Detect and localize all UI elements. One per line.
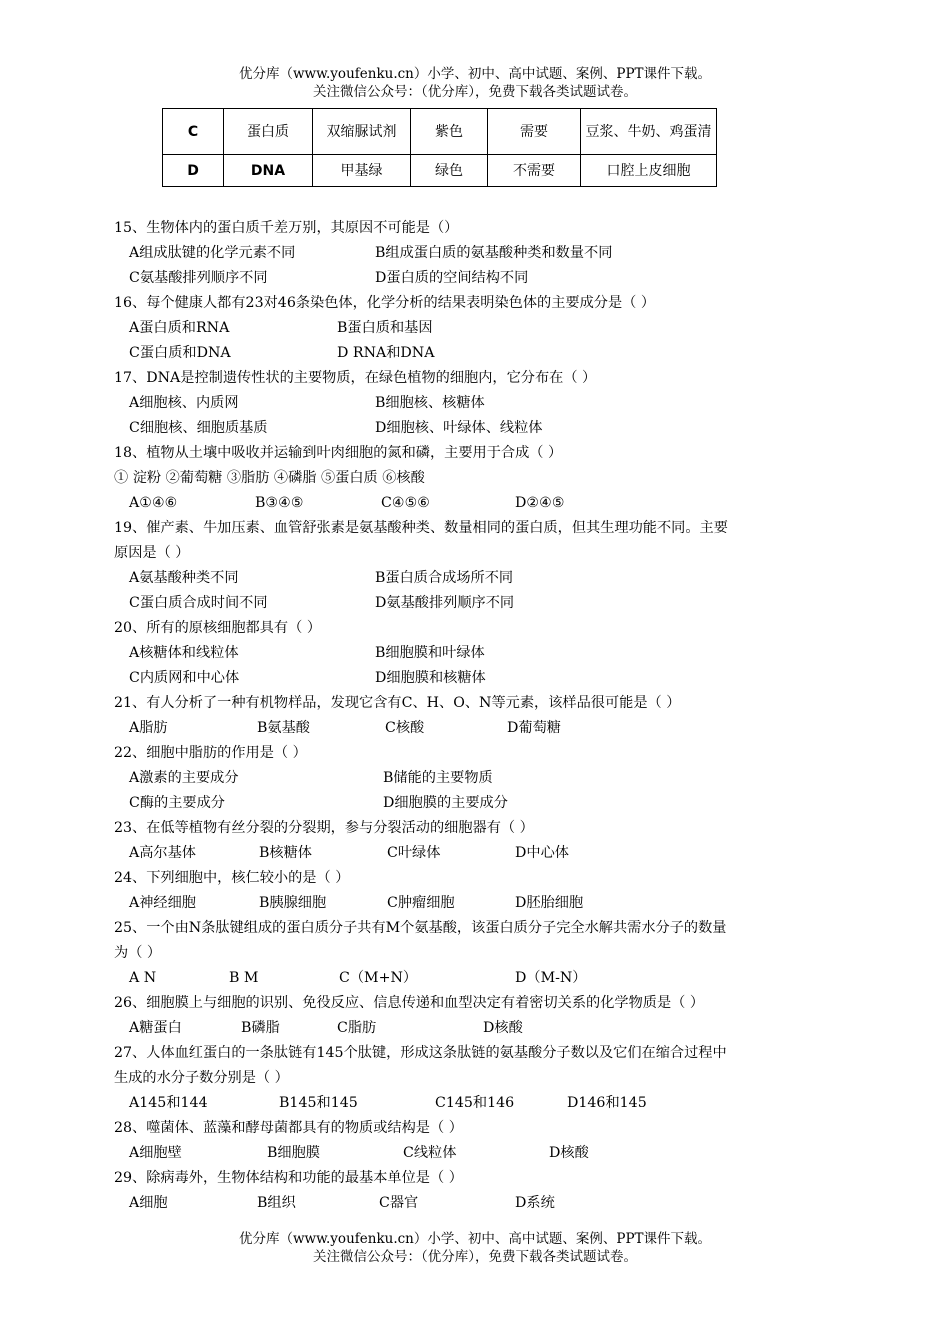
question-items: ① 淀粉 ②葡萄糖 ③脂肪 ④磷脂 ⑤蛋白质 ⑥核酸	[114, 470, 425, 486]
option-row	[114, 891, 844, 916]
option-row	[114, 391, 844, 416]
question-stem-cont: 生成的水分子数分别是（ ）	[114, 1070, 289, 1086]
option-d: D（M-N）	[515, 970, 587, 986]
question-stem: 15、生物体内的蛋白质千差万别，其原因不可能是（）	[114, 220, 459, 236]
option-a: A N	[129, 970, 157, 986]
table-cell: 不需要	[488, 155, 581, 187]
option-b: B145和145	[279, 1095, 358, 1111]
option-row	[114, 766, 844, 791]
question-stem: 19、催产素、牛加压素、血管舒张素是氨基酸种类、数量相同的蛋白质，但其生理功能不同。主要	[114, 520, 728, 536]
table-cell: D	[163, 155, 224, 187]
table-cell: 绿色	[411, 155, 488, 187]
table-cell: 紫色	[411, 109, 488, 155]
option-row	[114, 241, 844, 266]
option-row	[114, 1191, 844, 1216]
option-row	[114, 591, 844, 616]
table-cell: 双缩脲试剂	[313, 109, 411, 155]
header-line-1: 优分库（www.youfenku.cn）小学、初中、高中试题、案例、PPT课件下载。	[238, 66, 712, 82]
option-c: C内质网和中心体	[129, 670, 240, 686]
question-stem: 22、细胞中脂肪的作用是（ ）	[114, 745, 307, 761]
option-a: A激素的主要成分	[129, 770, 239, 786]
option-a: A145和144	[129, 1095, 208, 1111]
option-row	[114, 416, 844, 441]
option-a: A细胞壁	[129, 1145, 182, 1161]
question-stem: 16、每个健康人都有23对46条染色体，化学分析的结果表明染色体的主要成分是（ ）	[114, 295, 656, 311]
table-cell: 甲基绿	[313, 155, 411, 187]
option-row	[114, 316, 844, 341]
question-stem: 17、DNA是控制遗传性状的主要物质，在绿色植物的细胞内，它分布在（ ）	[114, 370, 597, 386]
option-d: D胚胎细胞	[515, 895, 584, 911]
option-c: C线粒体	[403, 1145, 457, 1161]
option-c: C蛋白质和DNA	[129, 345, 231, 361]
option-b: B蛋白质和基因	[337, 320, 433, 336]
option-d: D系统	[515, 1195, 555, 1211]
option-row	[114, 566, 844, 591]
question-stem: 21、有人分析了一种有机物样品，发现它含有C、H、O、N等元素，该样品很可能是（ ）	[114, 695, 681, 711]
option-row	[114, 966, 844, 991]
table-cell: 蛋白质	[224, 109, 313, 155]
table-cell: C	[163, 109, 224, 155]
option-row	[114, 641, 844, 666]
option-row	[114, 791, 844, 816]
option-b: B组织	[257, 1195, 296, 1211]
table-row	[163, 109, 717, 155]
option-c: C④⑤⑥	[381, 495, 431, 511]
option-c: C145和146	[435, 1095, 515, 1111]
table-cell: DNA	[224, 155, 313, 187]
option-row	[114, 841, 844, 866]
option-d: D细胞膜和核糖体	[375, 670, 486, 686]
question-stem-cont: 原因是（ ）	[114, 545, 190, 561]
option-d: D中心体	[515, 845, 569, 861]
option-d: D146和145	[567, 1095, 647, 1111]
footer-line-1: 优分库（www.youfenku.cn）小学、初中、高中试题、案例、PPT课件下载。	[238, 1231, 712, 1247]
question-stem: 28、噬菌体、蓝藻和酵母菌都具有的物质或结构是（ ）	[114, 1120, 463, 1136]
option-b: B细胞核、核糖体	[375, 395, 485, 411]
option-d: D②④⑤	[515, 495, 565, 511]
option-b: B细胞膜和叶绿体	[375, 645, 485, 661]
option-a: A神经细胞	[129, 895, 196, 911]
option-a: A核糖体和线粒体	[129, 645, 239, 661]
question-stem: 18、植物从土壤中吸收并运输到叶肉细胞的氮和磷，主要用于合成（ ）	[114, 445, 563, 461]
option-c: C细胞核、细胞质基质	[129, 420, 268, 436]
option-row	[114, 1091, 844, 1116]
question-stem: 20、所有的原核细胞都具有（ ）	[114, 620, 322, 636]
option-b: B胰腺细胞	[259, 895, 327, 911]
option-row	[114, 716, 844, 741]
option-d: D核酸	[549, 1145, 589, 1161]
option-a: A蛋白质和RNA	[129, 320, 230, 336]
option-row	[114, 491, 844, 516]
option-a: A糖蛋白	[129, 1020, 182, 1036]
option-c: C脂肪	[337, 1020, 377, 1036]
option-c: C酶的主要成分	[129, 795, 225, 811]
option-a: A①④⑥	[129, 495, 178, 511]
option-d: D RNA和DNA	[337, 345, 435, 361]
option-c: C（M+N）	[339, 970, 418, 986]
question-list	[114, 216, 844, 1216]
header-line-2: 关注微信公众号：（优分库），免费下载各类试题试卷。	[313, 84, 637, 100]
option-c: C核酸	[385, 720, 425, 736]
option-b: B蛋白质合成场所不同	[375, 570, 514, 586]
option-a: A氨基酸种类不同	[129, 570, 239, 586]
option-a: A组成肽键的化学元素不同	[129, 245, 296, 261]
table-cell: 口腔上皮细胞	[581, 155, 717, 187]
option-b: B组成蛋白质的氨基酸种类和数量不同	[375, 245, 613, 261]
question-stem: 26、细胞膜上与细胞的识别、免役反应、信息传递和血型决定有着密切关系的化学物质是（ ）	[114, 995, 705, 1011]
option-b: B储能的主要物质	[383, 770, 493, 786]
option-a: A细胞核、内质网	[129, 395, 239, 411]
option-b: B M	[229, 970, 259, 986]
question-stem: 29、除病毒外，生物体结构和功能的最基本单位是（ ）	[114, 1170, 463, 1186]
question-stem: 23、在低等植物有丝分裂的分裂期，参与分裂活动的细胞器有（ ）	[114, 820, 534, 836]
option-c: C器官	[379, 1195, 419, 1211]
option-row	[114, 266, 844, 291]
option-c: C氨基酸排列顺序不同	[129, 270, 268, 286]
question-stem: 25、一个由N条肽键组成的蛋白质分子共有M个氨基酸，该蛋白质分子完全水解共需水分子的数量	[114, 920, 727, 936]
option-row	[114, 341, 844, 366]
option-c: C叶绿体	[387, 845, 441, 861]
option-b: B细胞膜	[267, 1145, 320, 1161]
table-row	[163, 155, 717, 187]
option-d: D细胞核、叶绿体、线粒体	[375, 420, 543, 436]
table-cell: 需要	[488, 109, 581, 155]
option-b: B磷脂	[241, 1020, 280, 1036]
option-a: A细胞	[129, 1195, 168, 1211]
option-c: C肿瘤细胞	[387, 895, 455, 911]
option-d: D核酸	[483, 1020, 523, 1036]
question-stem: 27、人体血红蛋白的一条肽链有145个肽键，形成这条肽链的氨基酸分子数以及它们在缩合过程中	[114, 1045, 727, 1061]
option-a: A高尔基体	[129, 845, 196, 861]
option-b: B③④⑤	[255, 495, 304, 511]
reagent-table	[162, 108, 717, 187]
option-d: D氨基酸排列顺序不同	[375, 595, 515, 611]
option-d: D葡萄糖	[507, 720, 561, 736]
option-a: A脂肪	[129, 720, 168, 736]
option-row	[114, 666, 844, 691]
footer-line-2: 关注微信公众号：（优分库），免费下载各类试题试卷。	[313, 1249, 637, 1265]
option-b: B氨基酸	[257, 720, 310, 736]
table-cell: 豆浆、牛奶、鸡蛋清	[581, 109, 717, 155]
option-c: C蛋白质合成时间不同	[129, 595, 268, 611]
option-b: B核糖体	[259, 845, 312, 861]
question-stem: 24、下列细胞中，核仁较小的是（ ）	[114, 870, 350, 886]
option-d: D细胞膜的主要成分	[383, 795, 508, 811]
option-row	[114, 1141, 844, 1166]
option-row	[114, 1016, 844, 1041]
option-d: D蛋白质的空间结构不同	[375, 270, 529, 286]
question-stem-cont: 为（ ）	[114, 945, 162, 961]
